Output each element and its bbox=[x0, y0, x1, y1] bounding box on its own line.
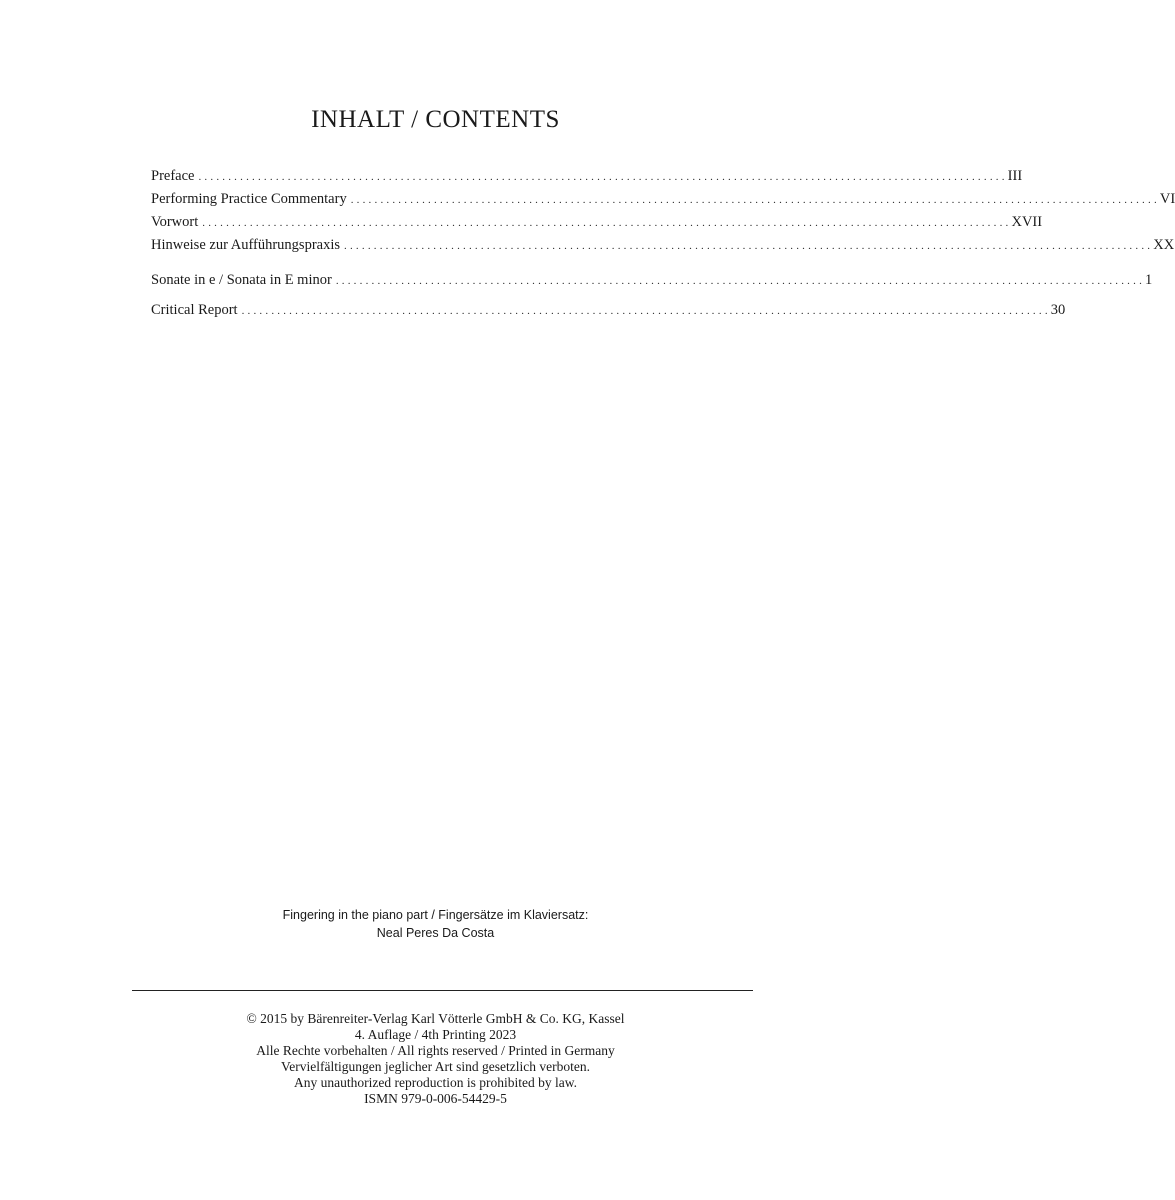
toc-entry-sonata[interactable] bbox=[151, 272, 1153, 294]
reproduction-en-line: Any unauthorized reproduction is prohibited by law. bbox=[294, 1075, 577, 1090]
divider-rule bbox=[132, 990, 753, 991]
fingering-credit-name: Neal Peres Da Costa bbox=[376, 926, 495, 940]
toc-entry-title: Hinweise zur Aufführungspraxis bbox=[151, 237, 341, 253]
toc-entry-page: XVII bbox=[1011, 214, 1043, 230]
toc-entry-title: Critical Report bbox=[151, 302, 238, 318]
toc-entry-page: VI bbox=[1159, 191, 1175, 207]
reproduction-de-line: Vervielfältigungen jeglicher Art sind gesetzlich verboten. bbox=[281, 1059, 590, 1074]
toc-entry-page: III bbox=[1007, 168, 1023, 184]
toc-entry-title: Vorwort bbox=[151, 214, 199, 230]
rights-line: Alle Rechte vorbehalten / All rights reserved / Printed in Germany bbox=[256, 1043, 615, 1058]
toc-entry-page: 30 bbox=[1050, 302, 1066, 318]
toc-dot-leader: ........................................................................................................................................ bbox=[335, 275, 1146, 287]
toc-dot-leader: ........................................................................................................................................ bbox=[198, 171, 1008, 183]
toc-entry-preface[interactable] bbox=[151, 168, 1023, 190]
toc-entry-page: 1 bbox=[1145, 272, 1153, 288]
toc-entry-performing-practice[interactable] bbox=[151, 191, 1175, 213]
toc-entry-title: Sonate in e / Sonata in E minor bbox=[151, 272, 332, 288]
imprint-block bbox=[0, 1011, 871, 1107]
toc-dot-leader: ........................................................................................................................................ bbox=[350, 194, 1160, 206]
fingering-credit bbox=[0, 906, 871, 942]
toc-dot-leader: ........................................................................................................................................ bbox=[241, 305, 1051, 317]
page-title: INHALT / CONTENTS bbox=[311, 106, 560, 133]
copyright-line: © 2015 by Bärenreiter-Verlag Karl Vötterle GmbH & Co. KG, Kassel bbox=[246, 1011, 625, 1026]
ismn-line: ISMN 979-0-006-54429-5 bbox=[364, 1091, 507, 1106]
toc-entry-vorwort[interactable] bbox=[151, 214, 1043, 236]
toc-entry-hinweise[interactable] bbox=[151, 237, 1175, 259]
fingering-credit-line: Fingering in the piano part / Fingersätze im Klaviersatz: bbox=[282, 908, 589, 922]
toc-dot-leader: ........................................................................................................................................ bbox=[202, 217, 1012, 229]
printing-line: 4. Auflage / 4th Printing 2023 bbox=[354, 1027, 517, 1042]
toc-dot-leader: ........................................................................................................................................ bbox=[344, 240, 1154, 252]
toc-entry-critical-report[interactable] bbox=[151, 302, 1066, 324]
toc-entry-page: XX bbox=[1153, 237, 1175, 253]
toc-entry-title: Performing Practice Commentary bbox=[151, 191, 347, 207]
toc-entry-title: Preface bbox=[151, 168, 195, 184]
